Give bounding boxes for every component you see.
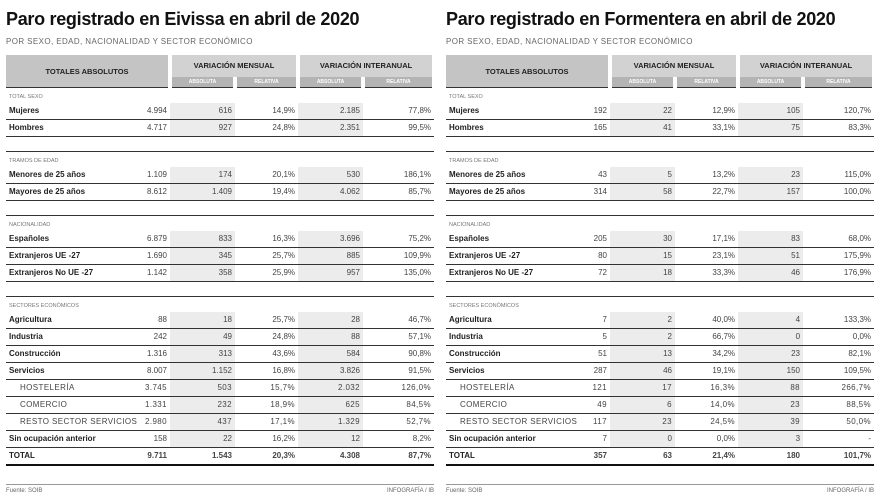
table-row (6, 431, 434, 448)
row-yearly-rel: 126,0% (363, 380, 434, 397)
row-monthly-abs: 5 (610, 167, 675, 184)
row-total: 117 (552, 414, 610, 431)
row-total: 43 (552, 167, 610, 184)
header-yearly-abs: ABSOLUTA (738, 77, 803, 88)
row-label: Construcción (446, 346, 552, 363)
table-row (446, 248, 874, 265)
row-total: 314 (552, 184, 610, 201)
table-row (6, 167, 434, 184)
section-header (6, 297, 434, 313)
row-yearly-abs: 0 (738, 329, 803, 346)
panel-subtitle: POR SEXO, EDAD, NACIONALIDAD Y SECTOR ECONÓMICO (6, 37, 253, 46)
section-label: TOTAL SEXO (446, 88, 874, 104)
table-row (446, 329, 874, 346)
row-monthly-rel: 24,5% (675, 414, 738, 431)
row-label: Sin ocupación anterior (446, 431, 552, 448)
row-monthly-abs: 49 (170, 329, 235, 346)
row-yearly-rel: 133,3% (803, 312, 874, 329)
unemployment-table (446, 55, 876, 466)
row-yearly-abs: 4 (738, 312, 803, 329)
row-yearly-abs: 2.351 (298, 120, 363, 137)
row-monthly-rel: 16,8% (235, 363, 298, 380)
row-yearly-rel: 46,7% (363, 312, 434, 329)
header-monthly-abs: ABSOLUTA (610, 77, 675, 88)
table-row (6, 184, 434, 201)
row-yearly-abs: 1.329 (298, 414, 363, 431)
row-monthly-rel: 12,9% (675, 103, 738, 120)
row-total: 8.007 (112, 363, 170, 380)
section-label: TOTAL SEXO (6, 88, 434, 104)
row-yearly-rel: 84,5% (363, 397, 434, 414)
row-label: Industria (6, 329, 112, 346)
row-yearly-abs: 88 (298, 329, 363, 346)
section-label: SECTORES ECONÓMICOS (446, 297, 874, 313)
row-monthly-abs: 927 (170, 120, 235, 137)
row-label: TOTAL (446, 448, 552, 466)
source-note: Fuente: SOIB (6, 488, 43, 494)
row-monthly-rel: 34,2% (675, 346, 738, 363)
total-row (6, 448, 434, 466)
row-monthly-rel: 17,1% (235, 414, 298, 431)
row-monthly-abs: 2 (610, 312, 675, 329)
row-yearly-abs: 105 (738, 103, 803, 120)
table-row (446, 380, 874, 397)
row-monthly-rel: 20,1% (235, 167, 298, 184)
row-monthly-rel: 66,7% (675, 329, 738, 346)
row-yearly-abs: 28 (298, 312, 363, 329)
total-row (446, 448, 874, 466)
row-monthly-rel: 18,9% (235, 397, 298, 414)
row-monthly-rel: 24,8% (235, 329, 298, 346)
row-monthly-rel: 14,9% (235, 103, 298, 120)
section-spacer (446, 201, 874, 216)
section-spacer (6, 282, 434, 297)
row-monthly-rel: 33,1% (675, 120, 738, 137)
row-yearly-rel: 0,0% (803, 329, 874, 346)
row-yearly-abs: 885 (298, 248, 363, 265)
row-yearly-rel: 85,7% (363, 184, 434, 201)
row-total: 287 (552, 363, 610, 380)
row-yearly-abs: 3 (738, 431, 803, 448)
table-row (6, 414, 434, 431)
section-label: SECTORES ECONÓMICOS (6, 297, 434, 313)
row-yearly-abs: 4.308 (298, 448, 363, 466)
eivissa-panel (6, 0, 434, 494)
row-yearly-abs: 2.185 (298, 103, 363, 120)
row-label: Mujeres (6, 103, 112, 120)
section-header (6, 216, 434, 232)
row-total: 72 (552, 265, 610, 282)
row-monthly-abs: 0 (610, 431, 675, 448)
row-monthly-rel: 19,1% (675, 363, 738, 380)
row-label: Servicios (6, 363, 112, 380)
row-total: 2.980 (112, 414, 170, 431)
header-monthly-rel: RELATIVA (235, 77, 298, 88)
row-monthly-abs: 41 (610, 120, 675, 137)
row-yearly-abs: 2.032 (298, 380, 363, 397)
row-monthly-abs: 174 (170, 167, 235, 184)
section-label: NACIONALIDAD (446, 216, 874, 232)
row-total: 6.879 (112, 231, 170, 248)
table-row (6, 312, 434, 329)
row-total: 51 (552, 346, 610, 363)
row-yearly-abs: 88 (738, 380, 803, 397)
panel-title: Paro registrado en Eivissa en abril de 2020 (6, 9, 360, 29)
row-monthly-abs: 345 (170, 248, 235, 265)
table-row (446, 414, 874, 431)
table-row (6, 329, 434, 346)
row-monthly-abs: 46 (610, 363, 675, 380)
row-yearly-abs: 157 (738, 184, 803, 201)
row-yearly-rel: 88,5% (803, 397, 874, 414)
row-label: HOSTELERÍA (6, 380, 112, 397)
section-header (446, 88, 874, 104)
row-total: 357 (552, 448, 610, 466)
row-monthly-rel: 0,0% (675, 431, 738, 448)
row-monthly-abs: 22 (170, 431, 235, 448)
row-total: 158 (112, 431, 170, 448)
table-row (446, 184, 874, 201)
row-total: 4.994 (112, 103, 170, 120)
row-monthly-rel: 15,7% (235, 380, 298, 397)
table-row (446, 346, 874, 363)
row-monthly-abs: 6 (610, 397, 675, 414)
table-row (446, 103, 874, 120)
table-row (446, 120, 874, 137)
row-label: HOSTELERÍA (446, 380, 552, 397)
row-monthly-abs: 18 (170, 312, 235, 329)
row-label: Servicios (446, 363, 552, 380)
row-label: Industria (446, 329, 552, 346)
row-monthly-abs: 503 (170, 380, 235, 397)
table-row (446, 265, 874, 282)
table-row (446, 397, 874, 414)
section-header (6, 88, 434, 104)
row-yearly-abs: 150 (738, 363, 803, 380)
row-total: 9.711 (112, 448, 170, 466)
row-monthly-rel: 33,3% (675, 265, 738, 282)
row-monthly-abs: 313 (170, 346, 235, 363)
row-monthly-abs: 30 (610, 231, 675, 248)
header-totals: TOTALES ABSOLUTOS (446, 55, 610, 88)
footer (446, 484, 874, 496)
row-yearly-rel: 87,7% (363, 448, 434, 466)
row-monthly-abs: 1.409 (170, 184, 235, 201)
row-yearly-rel: 52,7% (363, 414, 434, 431)
header-monthly: VARIACIÓN MENSUAL (610, 55, 738, 77)
section-label: NACIONALIDAD (6, 216, 434, 232)
row-monthly-abs: 63 (610, 448, 675, 466)
row-total: 242 (112, 329, 170, 346)
row-label: COMERCIO (446, 397, 552, 414)
row-label: Hombres (6, 120, 112, 137)
header-monthly: VARIACIÓN MENSUAL (170, 55, 298, 77)
row-monthly-rel: 17,1% (675, 231, 738, 248)
table-row (446, 363, 874, 380)
row-monthly-rel: 43,6% (235, 346, 298, 363)
row-yearly-abs: 39 (738, 414, 803, 431)
unemployment-table (6, 55, 436, 466)
table-row (446, 312, 874, 329)
row-monthly-abs: 23 (610, 414, 675, 431)
row-yearly-rel: 91,5% (363, 363, 434, 380)
row-total: 49 (552, 397, 610, 414)
row-monthly-abs: 232 (170, 397, 235, 414)
row-monthly-abs: 2 (610, 329, 675, 346)
row-total: 1.690 (112, 248, 170, 265)
table-row (446, 431, 874, 448)
formentera-panel (446, 0, 874, 494)
row-yearly-rel: 83,3% (803, 120, 874, 137)
row-yearly-abs: 3.826 (298, 363, 363, 380)
row-label: Extranjeros UE -27 (446, 248, 552, 265)
row-monthly-abs: 58 (610, 184, 675, 201)
table-row (6, 265, 434, 282)
row-yearly-abs: 23 (738, 397, 803, 414)
credit-note: INFOGRAFÍA / IB (386, 488, 434, 494)
row-yearly-rel: 77,8% (363, 103, 434, 120)
header-yearly: VARIACIÓN INTERANUAL (738, 55, 874, 77)
table-body (446, 88, 874, 466)
row-monthly-rel: 20,3% (235, 448, 298, 466)
row-monthly-rel: 19,4% (235, 184, 298, 201)
row-monthly-rel: 40,0% (675, 312, 738, 329)
row-monthly-rel: 14,0% (675, 397, 738, 414)
row-monthly-rel: 21,4% (675, 448, 738, 466)
section-spacer (6, 201, 434, 216)
row-total: 1.142 (112, 265, 170, 282)
row-yearly-rel: 90,8% (363, 346, 434, 363)
row-yearly-abs: 957 (298, 265, 363, 282)
table-row (446, 167, 874, 184)
section-spacer (446, 137, 874, 152)
row-monthly-abs: 15 (610, 248, 675, 265)
row-yearly-abs: 180 (738, 448, 803, 466)
row-monthly-abs: 833 (170, 231, 235, 248)
row-yearly-rel: 175,9% (803, 248, 874, 265)
row-yearly-rel: 266,7% (803, 380, 874, 397)
row-total: 1.316 (112, 346, 170, 363)
header-monthly-rel: RELATIVA (675, 77, 738, 88)
row-label: Menores de 25 años (6, 167, 112, 184)
row-label: Españoles (6, 231, 112, 248)
row-yearly-rel: 82,1% (803, 346, 874, 363)
row-monthly-abs: 18 (610, 265, 675, 282)
row-total: 3.745 (112, 380, 170, 397)
row-monthly-rel: 25,7% (235, 312, 298, 329)
row-yearly-abs: 530 (298, 167, 363, 184)
row-label: Mayores de 25 años (446, 184, 552, 201)
row-label: Sin ocupación anterior (6, 431, 112, 448)
row-yearly-rel: 109,5% (803, 363, 874, 380)
row-total: 80 (552, 248, 610, 265)
row-label: RESTO SECTOR SERVICIOS (6, 414, 112, 431)
section-header (6, 152, 434, 168)
section-label: TRAMOS DE EDAD (6, 152, 434, 168)
row-label: TOTAL (6, 448, 112, 466)
row-yearly-abs: 23 (738, 167, 803, 184)
row-total: 88 (112, 312, 170, 329)
row-yearly-abs: 46 (738, 265, 803, 282)
row-monthly-abs: 17 (610, 380, 675, 397)
section-header (446, 152, 874, 168)
footer (6, 484, 434, 496)
row-monthly-abs: 13 (610, 346, 675, 363)
table-row (6, 380, 434, 397)
row-total: 8.612 (112, 184, 170, 201)
row-monthly-rel: 24,8% (235, 120, 298, 137)
row-total: 7 (552, 312, 610, 329)
row-yearly-rel: 57,1% (363, 329, 434, 346)
credit-note: INFOGRAFÍA / IB (826, 488, 874, 494)
row-total: 192 (552, 103, 610, 120)
row-monthly-abs: 358 (170, 265, 235, 282)
row-label: Agricultura (446, 312, 552, 329)
section-spacer (446, 282, 874, 297)
header-totals: TOTALES ABSOLUTOS (6, 55, 170, 88)
row-monthly-rel: 16,3% (235, 231, 298, 248)
row-label: Mujeres (446, 103, 552, 120)
row-label: RESTO SECTOR SERVICIOS (446, 414, 552, 431)
row-yearly-abs: 12 (298, 431, 363, 448)
row-yearly-rel: 135,0% (363, 265, 434, 282)
header-yearly-rel: RELATIVA (363, 77, 434, 88)
row-monthly-abs: 1.152 (170, 363, 235, 380)
row-yearly-rel: 186,1% (363, 167, 434, 184)
table-row (6, 120, 434, 137)
row-yearly-rel: 50,0% (803, 414, 874, 431)
row-yearly-rel: 100,0% (803, 184, 874, 201)
row-yearly-rel: 68,0% (803, 231, 874, 248)
table-row (6, 397, 434, 414)
row-yearly-abs: 625 (298, 397, 363, 414)
row-monthly-abs: 22 (610, 103, 675, 120)
row-total: 205 (552, 231, 610, 248)
table-row (6, 103, 434, 120)
row-yearly-rel: 99,5% (363, 120, 434, 137)
row-yearly-rel: - (803, 431, 874, 448)
row-monthly-rel: 25,7% (235, 248, 298, 265)
row-yearly-rel: 115,0% (803, 167, 874, 184)
row-yearly-abs: 51 (738, 248, 803, 265)
section-header (446, 216, 874, 232)
table-body (6, 88, 434, 466)
row-yearly-abs: 23 (738, 346, 803, 363)
row-total: 1.109 (112, 167, 170, 184)
row-yearly-rel: 120,7% (803, 103, 874, 120)
row-yearly-abs: 584 (298, 346, 363, 363)
row-label: Extranjeros No UE -27 (446, 265, 552, 282)
row-monthly-rel: 23,1% (675, 248, 738, 265)
row-monthly-rel: 25,9% (235, 265, 298, 282)
row-label: Mayores de 25 años (6, 184, 112, 201)
section-label: TRAMOS DE EDAD (446, 152, 874, 168)
row-label: Extranjeros No UE -27 (6, 265, 112, 282)
row-monthly-rel: 16,2% (235, 431, 298, 448)
row-total: 5 (552, 329, 610, 346)
row-label: Españoles (446, 231, 552, 248)
header-yearly-rel: RELATIVA (803, 77, 874, 88)
row-yearly-rel: 176,9% (803, 265, 874, 282)
row-monthly-abs: 437 (170, 414, 235, 431)
row-yearly-abs: 4.062 (298, 184, 363, 201)
row-yearly-abs: 83 (738, 231, 803, 248)
row-label: Hombres (446, 120, 552, 137)
row-label: Agricultura (6, 312, 112, 329)
table-row (6, 363, 434, 380)
panel-subtitle: POR SEXO, EDAD, NACIONALIDAD Y SECTOR ECONÓMICO (446, 37, 693, 46)
row-yearly-rel: 75,2% (363, 231, 434, 248)
row-total: 4.717 (112, 120, 170, 137)
row-total: 7 (552, 431, 610, 448)
section-spacer (6, 137, 434, 152)
table-row (6, 248, 434, 265)
header-monthly-abs: ABSOLUTA (170, 77, 235, 88)
row-yearly-rel: 101,7% (803, 448, 874, 466)
table-row (6, 231, 434, 248)
row-monthly-rel: 22,7% (675, 184, 738, 201)
row-yearly-abs: 3.696 (298, 231, 363, 248)
section-header (446, 297, 874, 313)
row-label: Menores de 25 años (446, 167, 552, 184)
table-row (6, 346, 434, 363)
row-monthly-rel: 16,3% (675, 380, 738, 397)
row-total: 121 (552, 380, 610, 397)
table-row (446, 231, 874, 248)
row-yearly-abs: 75 (738, 120, 803, 137)
row-monthly-abs: 616 (170, 103, 235, 120)
header-yearly-abs: ABSOLUTA (298, 77, 363, 88)
row-yearly-rel: 8,2% (363, 431, 434, 448)
row-total: 1.331 (112, 397, 170, 414)
row-label: Construcción (6, 346, 112, 363)
row-label: COMERCIO (6, 397, 112, 414)
source-note: Fuente: SOIB (446, 488, 483, 494)
panel-title: Paro registrado en Formentera en abril de 2020 (446, 9, 836, 29)
row-yearly-rel: 109,9% (363, 248, 434, 265)
row-label: Extranjeros UE -27 (6, 248, 112, 265)
row-total: 165 (552, 120, 610, 137)
row-monthly-rel: 13,2% (675, 167, 738, 184)
row-monthly-abs: 1.543 (170, 448, 235, 466)
header-yearly: VARIACIÓN INTERANUAL (298, 55, 434, 77)
